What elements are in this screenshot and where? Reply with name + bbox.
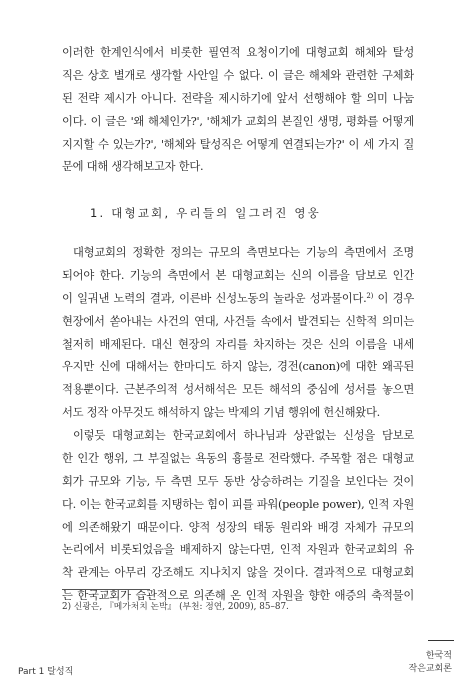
- body-text-line: 문에 대해 생각해보고자 한다.: [62, 160, 204, 174]
- paragraph-people-power: [62, 425, 414, 608]
- body-text-segment: 이 경우: [373, 291, 414, 305]
- body-text-line: 직은 상호 별개로 생각할 사안일 수 없다. 이 글은 해체와 관련한 구체화: [62, 68, 414, 82]
- intro-paragraph: [62, 42, 414, 179]
- body-text-line: 한 인간 행위, 그 부질없는 욕동의 흉물로 전락했다. 주목할 점은 대형교: [62, 451, 414, 465]
- running-header-line: 한국적: [425, 651, 452, 661]
- body-text-line: 현장에서 쏟아내는 사건의 연대, 사건들 속에서 발견되는 신학적 의미는: [62, 314, 414, 328]
- header-divider: [428, 640, 454, 641]
- body-text-segment: 이 일궈낸 노력의 결과, 이른바 신성노동의 놀라운 성과물이다.: [62, 291, 367, 305]
- body-text-line-with-footnote: [62, 288, 414, 311]
- body-text-line: 착 관계는 아무리 강조해도 지나치지 않을 것이다. 결과적으로 대형교회: [62, 566, 414, 580]
- body-text-line: 철저히 배제된다. 대신 현장의 자리를 차지하는 것은 신의 이름을 내세: [62, 337, 414, 351]
- body-text-line: 논리에서 비롯되었음을 배제하지 않는다면, 인적 자원과 한국교회의 유: [62, 543, 414, 557]
- body-text-line: 대형교회의 정확한 정의는 규모의 측면보다는 기능의 측면에서 조명: [73, 246, 414, 259]
- running-header-line: 작은교회론: [408, 664, 452, 674]
- running-header: [409, 650, 452, 676]
- body-text-line: 된 전략 제시가 아니다. 전략을 제시하기에 앞서 선행해야 할 의미 나눔: [62, 91, 414, 105]
- body-text-line: 회가 규모와 기능, 두 측면 모두 동반 상승하려는 기질을 보인다는 것이: [62, 474, 414, 488]
- body-text-line: 지지할 수 있는가?', '해체와 탈성직은 어떻게 연결되는가?' 이 세 가지 질: [62, 137, 414, 151]
- body-text-line: 이다. 이 글은 '왜 해체인가?', '해체가 교회의 본질인 생명, 평화를 어떻게: [62, 114, 414, 128]
- body-text-line: 적용뿐이다. 근본주의적 성서해석은 모든 해석의 중심에 성서를 놓으면: [62, 383, 414, 397]
- body-text-line: 우지만 신에 대해서는 한마디도 하지 않는, 경전(canon)에 대한 왜곡된: [62, 360, 414, 374]
- body-text-line: 는 한국교회가 습관적으로 의존해 온 인적 자원을 향한 애증의 축적물이: [62, 589, 414, 603]
- body-text-line: 다. 이는 한국교회를 지탱하는 힘이 피를 파워(people power), 인적 자원: [62, 497, 414, 511]
- body-text-line: 서도 정작 아무것도 해석하지 않는 박제의 기념 행위에 헌신해왔다.: [62, 406, 380, 420]
- body-text-line: 에 의존해왔기 때문이다. 양적 성장의 태동 원리와 배경 자체가 규모의: [62, 520, 414, 534]
- footnote-ref[interactable]: 2): [366, 291, 374, 300]
- body-text-line: 이러한 한계인식에서 비롯한 필연적 요청이기에 대형교회 해체와 탈성: [62, 46, 414, 59]
- footnote-divider: [62, 589, 150, 590]
- paragraph-megachurch-definition: [62, 242, 414, 425]
- body-text-line: 이렇듯 대형교회는 한국교회에서 하나님과 상관없는 신성을 담보로: [73, 429, 414, 442]
- body-text-line: 되어야 한다. 기능의 측면에서 본 대형교회는 신의 이름을 담보로 인간: [62, 268, 414, 282]
- section-heading: 1. 대형교회, 우리들의 일그러진 영웅: [90, 206, 321, 220]
- running-footer: Part 1 탈성직: [18, 667, 74, 677]
- footnote: 2) 신광은, 『메가처치 논박』 (부천: 정연, 2009), 85–87.: [62, 602, 289, 612]
